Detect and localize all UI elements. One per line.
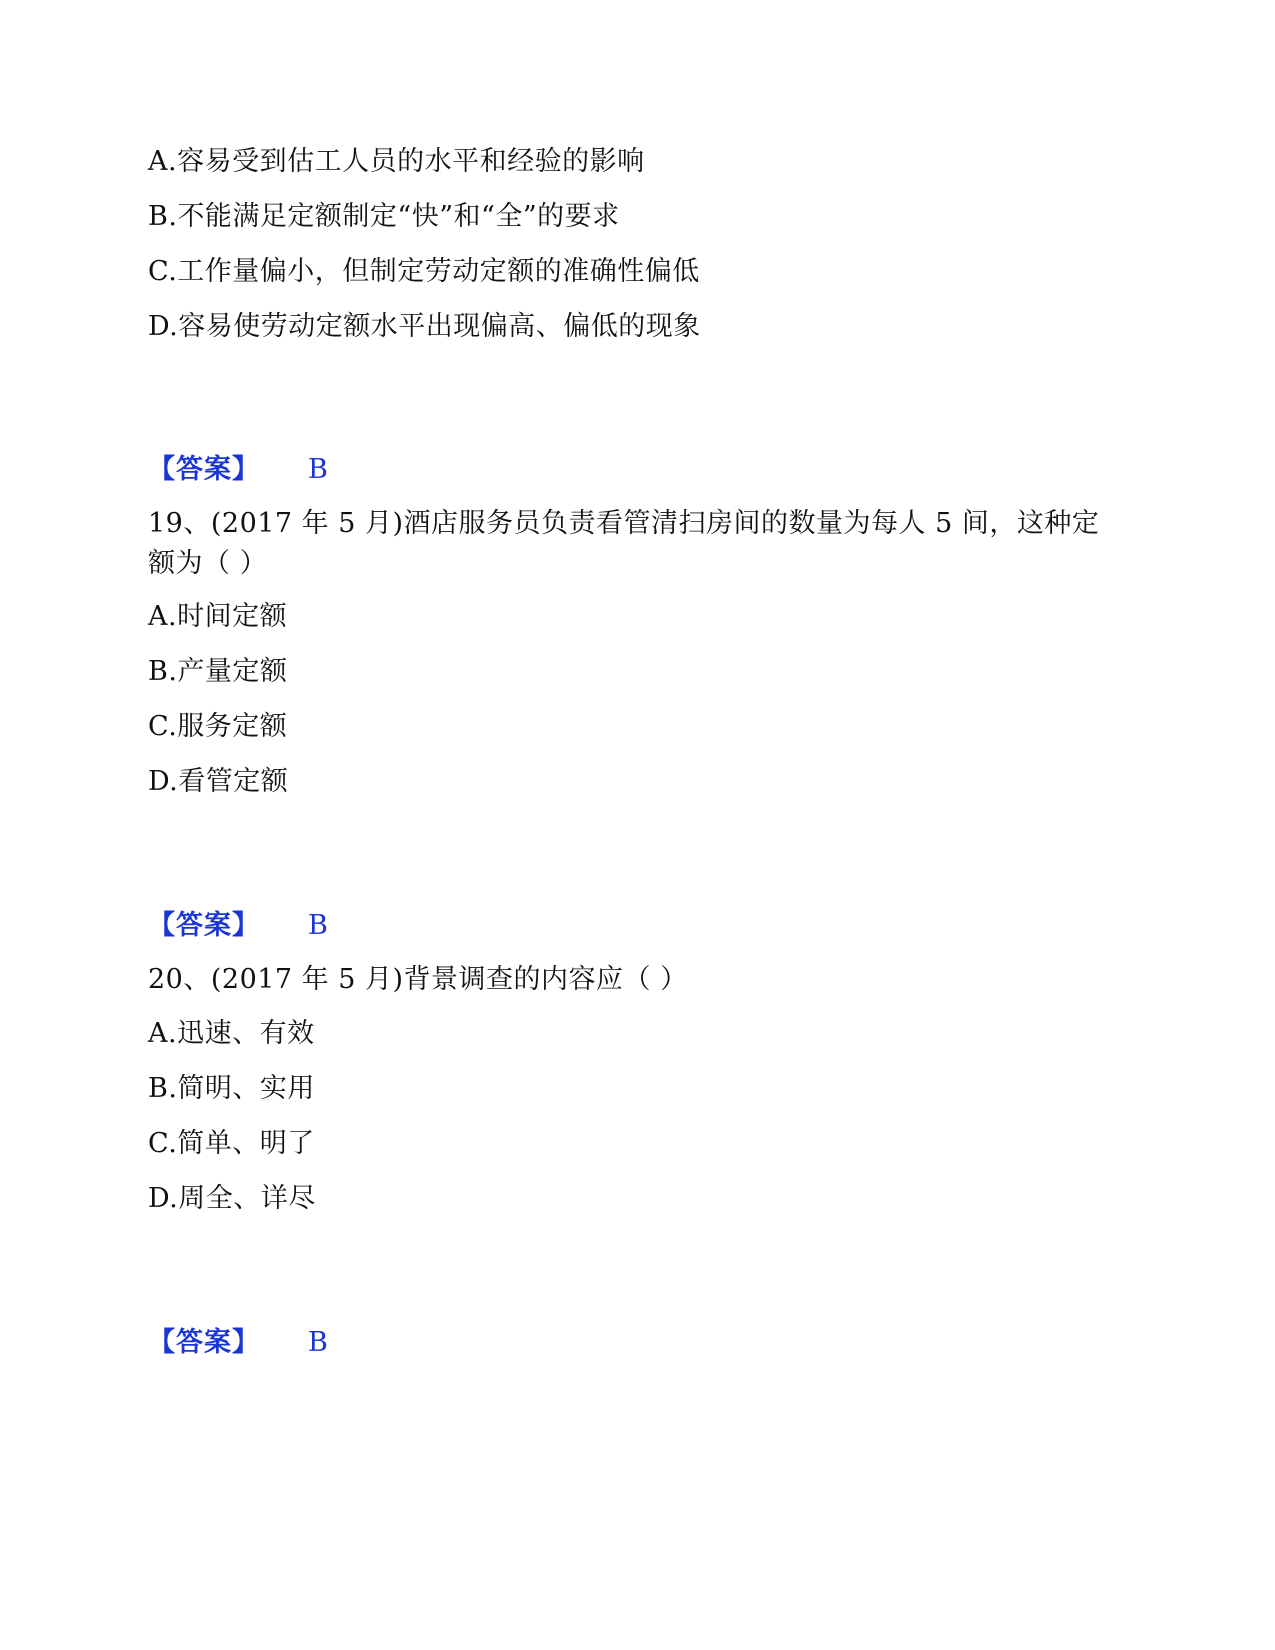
- q18-option-b: B.不能满足定额制定“快”和“全”的要求: [148, 201, 620, 232]
- q19-answer: [148, 909, 328, 943]
- answer-value: B: [308, 454, 328, 485]
- q20-option-b: B.简明、实用: [148, 1073, 315, 1104]
- q20-answer: [148, 1326, 328, 1360]
- q19-option-c: C.服务定额: [148, 711, 288, 742]
- answer-label: 【答案】: [148, 454, 260, 485]
- q20-option-c: C.简单、明了: [148, 1128, 315, 1159]
- q19-option-b: B.产量定额: [148, 656, 288, 687]
- q19-stem-line-2: 额为（ ）: [148, 548, 268, 579]
- answer-label: 【答案】: [148, 910, 260, 941]
- answer-label: 【答案】: [148, 1327, 260, 1358]
- q20-option-d: D.周全、详尽: [148, 1183, 316, 1214]
- q19-stem-line-1: 19、(2017 年 5 月)酒店服务员负责看管清扫房间的数量为每人 5 间，这种定: [148, 508, 1100, 539]
- q18-option-d: D.容易使劳动定额水平出现偏高、偏低的现象: [148, 311, 701, 342]
- q20-stem-line-1: 20、(2017 年 5 月)背景调查的内容应（ ）: [148, 964, 688, 995]
- q18-answer: [148, 453, 328, 487]
- answer-value: B: [308, 1327, 328, 1358]
- q19-option-a: A.时间定额: [148, 601, 288, 632]
- q18-option-c: C.工作量偏小，但制定劳动定额的准确性偏低: [148, 256, 700, 287]
- answer-value: B: [308, 910, 328, 941]
- q20-option-a: A.迅速、有效: [148, 1018, 315, 1049]
- q18-option-a: A.容易受到估工人员的水平和经验的影响: [148, 146, 645, 177]
- q19-option-d: D.看管定额: [148, 766, 289, 797]
